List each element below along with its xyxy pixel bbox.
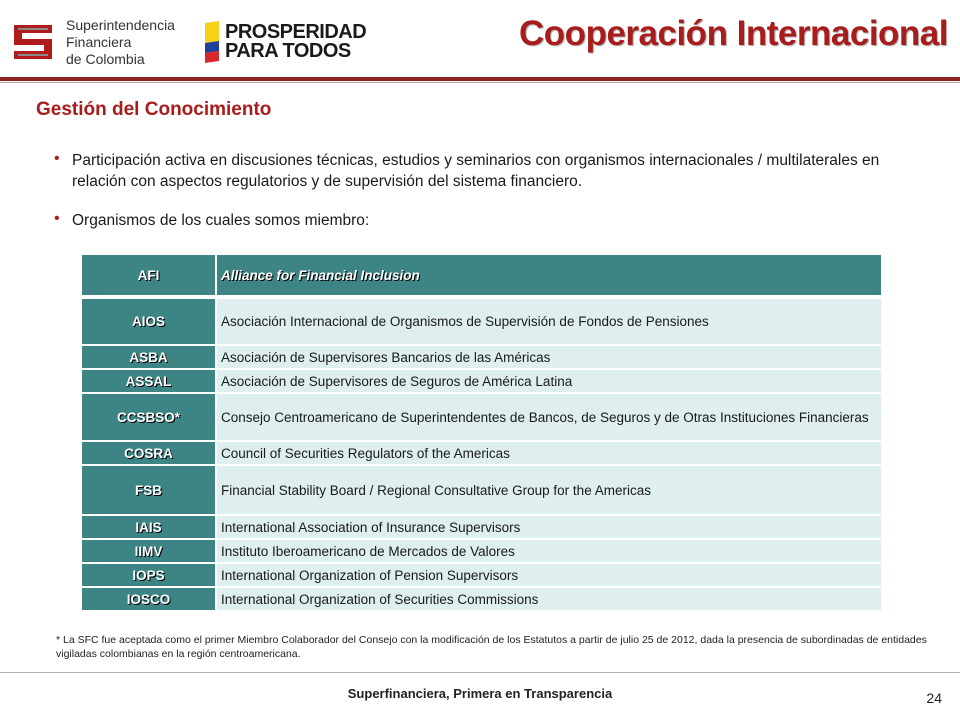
prosperidad-line-2: PARA TODOS — [225, 40, 351, 62]
table-cell-code: COSRA — [82, 441, 216, 465]
table-cell-code: IIMV — [82, 539, 216, 563]
header-divider — [0, 77, 960, 81]
table-cell-code: IOSCO — [82, 587, 216, 611]
sfc-logo — [8, 14, 180, 70]
table-cell-code: CCSBSO* — [82, 393, 216, 441]
bullet-item: • Organismos de los cuales somos miembro: — [54, 210, 934, 231]
footnote: * La SFC fue aceptada como el primer Miembro Colaborador del Consejo con la modificación de los Estatutos a partir de julio 25 de 2012, dada la presencia de subordinadas de entidades vigiladas colombianas en la región centroamericana. — [56, 634, 927, 660]
bullet-list — [54, 150, 934, 249]
prosperidad-line-1: PROSPERIDAD — [225, 21, 367, 43]
table-row — [82, 539, 881, 563]
table-row — [82, 393, 881, 441]
header-divider-thin — [0, 82, 960, 83]
table-cell-name: Asociación de Supervisores Bancarios de las Américas — [216, 345, 881, 369]
bullet-item: • Participación activa en discusiones técnicas, estudios y seminarios con organismos internacionales / multilaterales en relación con aspectos regulatorios y de supervisión del sistema financiero. — [54, 150, 934, 192]
prosperidad-logo — [205, 20, 366, 64]
table-cell-code: IOPS — [82, 563, 216, 587]
table-cell-name: Alliance for Financial Inclusion — [216, 255, 881, 297]
colombia-flag-icon — [205, 21, 219, 63]
table-cell-code: FSB — [82, 465, 216, 515]
table-cell-name: Instituto Iberoamericano de Mercados de Valores — [216, 539, 881, 563]
table-cell-name: Asociación de Supervisores de Seguros de América Latina — [216, 369, 881, 393]
table-cell-name: Council of Securities Regulators of the Americas — [216, 441, 881, 465]
sfc-logo-line-3: de Colombia — [66, 50, 145, 67]
table-cell-code: AIOS — [82, 297, 216, 345]
sfc-logo-line-1: Superintendencia — [66, 16, 175, 33]
table-cell-code: AFI — [82, 255, 216, 297]
table-row — [82, 587, 881, 611]
table-cell-name: International Association of Insurance Supervisors — [216, 515, 881, 539]
table-row — [82, 297, 881, 345]
table-cell-name: Asociación Internacional de Organismos de Supervisión de Fondos de Pensiones — [216, 297, 881, 345]
table-cell-code: ASSAL — [82, 369, 216, 393]
table-header-row — [82, 255, 881, 297]
page-number: 24 — [926, 690, 942, 706]
table-cell-name: Consejo Centroamericano de Superintendentes de Bancos, de Seguros y de Otras Instituciones Financieras — [216, 393, 881, 441]
table-cell-code: IAIS — [82, 515, 216, 539]
table-row — [82, 465, 881, 515]
table-row — [82, 441, 881, 465]
table-cell-name: International Organization of Pension Supervisors — [216, 563, 881, 587]
table-row — [82, 515, 881, 539]
sfc-logo-line-2: Financiera — [66, 33, 132, 50]
table-row — [82, 563, 881, 587]
page-title: Cooperación Internacional — [519, 14, 948, 53]
table-cell-name: Financial Stability Board / Regional Consultative Group for the Americas — [216, 465, 881, 515]
section-title: Gestión del Conocimiento — [36, 99, 272, 120]
table-cell-name: International Organization of Securities Commissions — [216, 587, 881, 611]
organizations-table — [82, 255, 881, 612]
footer-divider — [0, 672, 960, 673]
table-row — [82, 369, 881, 393]
table-row — [82, 345, 881, 369]
table-cell-code: ASBA — [82, 345, 216, 369]
footer-slogan: Superfinanciera, Primera en Transparencia — [347, 686, 613, 701]
sfc-emblem-icon — [8, 17, 58, 67]
